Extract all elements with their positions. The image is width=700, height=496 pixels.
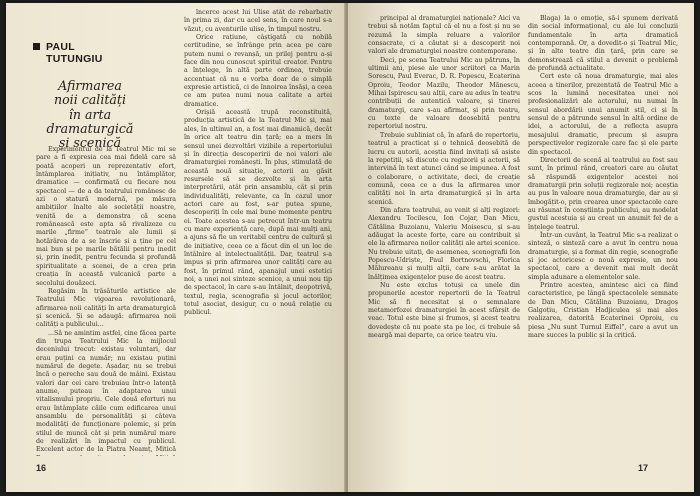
- book-spread: [6, 3, 694, 492]
- paragraph: Deci, pe scena Teatrului Mic au pătruns, în ultimii ani, piese ale unor scriitori ca Marin Sorescu, Paul Everac, D. R. Popescu, Ecaterina Oproiu, Teodor Mazilu, Theodor Mănescu, Mihai Ispirescu sau alții, care au adus în teatru contribuții de autentică valoare, și tinerei dramaturgi, care s-au afirmat, și prin teatru, cu texte de valoare deosebită pentru repertoriul nostru.: [368, 56, 520, 131]
- paragraph: ...Să ne amintim astfel, cine făcea parte din trupa Teatrului Mic la mijlocul deceniului trecut: existau voluntari, dar erau puțini ca număr; nu existau puțini numărul de degete. Așadar, nu se trebui încă o pereche sau două de mâini. Existau valori dar cei care trebuiau într-o latență anume, puteau în adaptarea unui vitalismului propriu. Cele două eforturi nu erau întâmplate căile cum edificarea unui ansamblu de personalități și câteva modalități de funcționare polemic, și prin stilul de muncă cât și prin numărul mare de realizări în impactul cu publicul. Excelent actor de la Piatra Neamț, Mitică: [36, 329, 176, 454]
- page-number-left: 16: [36, 463, 47, 473]
- paragraph: Cert este că noua dramaturgie, mai ales aceea a tinerilor, prezentată de Teatrul Mic a scos la lumină necesitatea unei noi profesionalizări ale actorului, nu numai în sensul abordării unui anumit stil, ci și în sensul de a pătrunde sensul în altă ordine de idei, a actorului, de a reflecta asupra mesajului dramatic, precum și asupra perspectivelor regizorale care fac și ele parte din spectacol.: [528, 73, 678, 156]
- page-number-right: 17: [638, 463, 649, 473]
- right-column-1: [368, 15, 520, 463]
- paragraph: Nu este exclus totuși ca unele din propunerile acestor repertorii de la Teatrul Mic să fi necesitat și o semnalare metamorfozei dramaturgiei în acest sfârșit de veac. Totul este bine și frumos, și acest teatru dovedește că nu poate sta pe loc, ci trebuie să meargă mai departe, ca orice teatru viu.: [368, 282, 520, 340]
- left-page: [6, 3, 346, 492]
- right-page: [348, 3, 694, 492]
- left-column-2: [184, 9, 332, 473]
- title-line: Afirmarea: [58, 78, 122, 93]
- left-column-1: [36, 146, 176, 456]
- paragraph: Din afara teatrului, au venit și alți regizori: Alexandru Tocilescu, Ion Cojar, Dan Micu, Cătălina Buzoianu, Valeriu Moisescu, și s-au adăugat la aceste forțe, care au contribuit și ele la afirmarea noilor calități ale artei scenice. Nu trebuie uitați, de asemenea, scenografii Ion Popescu-Udriște, Paul Bortnovschi, Florica Mălureanu și mulți alții, care s-au arătat la înălțimea exigențelor puse de acest teatru.: [368, 206, 520, 281]
- paragraph: Orice rațiune, câștigată cu nobilă certitudine, se înfrânge prin acea pe care putem numi o revanșă, un prilej pentru a-și face din nou cunoscut spiritul creator. Pentru a înțelege, în altă parte ordinea, trebuie accentuat că nu e vorba doar de o simplă expresie artistică, ci de înnoirea însăși, a ceea ce am putea numi noua calitate a artei dramatice.: [184, 34, 332, 108]
- paragraph: Într-un cuvânt, la Teatrul Mic s-a realizat o sinteză, o sinteză care a avut în centru noua dramaturgie, și a format din regie, scenografie și joc actoricesc o nouă expresie, un nou spectacol, care a devenit mai mult decât simpla adunare a elementelor sale.: [528, 231, 678, 281]
- paragraph: Trebuie subliniat că, în afară de repertoriu, teatrul a practicat și o tehnică deosebită de lucru cu autorii, aceștia fiind invitați să asiste la repetiții, să discute cu regizorii și actorii, să intervină în text atunci când se impunea. A fost o colaborare, o activitate, deci, de creație comună, ceea ce a dus la afirmarea unor calități noi în arta dramaturgică și în arta scenică.: [368, 131, 520, 206]
- paragraph: încerce acest lui Ulise atât de rebarbativ în prima zi, dar cu acel sens, în care noul s-a văzut, cu aventurile ulise, în timpul nostru.: [184, 9, 332, 33]
- paragraph: Printre acestea, amintesc aici ca fiind caracteristice, pe lângă spectacolele semnate de Dan Micu, Cătălina Buzoianu, Dragoș Galgoțiu, Cristian Hadjiculea și mai ales realizarea, datorită Ecaterinei Oproiu, cu piesa „Nu sunt Turnul Eiffel”, care a avut un mare succes la public și la critică.: [528, 282, 678, 340]
- paragraph: principal al dramaturgiei naționale? Aici va trebui să notăm faptul că el nu a fost și nu se rezumă la simpla reluare a valorilor consacrate, ci a căutat și a descoperit noi valori ale dramaturgiei noastre contemporane.: [368, 15, 520, 56]
- paragraph: Regăsim în trăsăturile artistice ale Teatrului Mic vigoarea revoluționară, afirmarea noii calități în arta dramaturgică și scenică. Și se adaugă: afirmarea noii calități a publicului...: [36, 287, 176, 329]
- title-line: noii calități în arta: [53, 92, 127, 122]
- article-title: [46, 79, 134, 150]
- title-line: și scenică: [58, 135, 122, 151]
- author-last-name: TUTUNGIU: [46, 53, 103, 65]
- author-name: [33, 41, 103, 65]
- bullet-square-icon: [33, 43, 40, 50]
- paragraph: Blaga) la o emoție, să-i spunem derivată din social informațional, cu ale lui concluzii fundamentale în arta dramatică contemporană. Or, a dovedit-o și Teatrul Mic, și în alte teatre din țară, prin care se demonstrează că stilul a devenit o problemă de profundă actualitate.: [528, 15, 678, 73]
- author-first-name: PAUL: [46, 41, 76, 53]
- title-line: dramaturgică: [46, 120, 134, 136]
- right-column-2: [528, 15, 678, 453]
- paragraph: Experimentul de la Teatrul Mic mi se pare a fi expresia cea mai fidelă care să poată acoperi un reprezentativ efort, întâmplarea inițiativ, nu întâmplător, dramatice — confirmată cu fiecare nou spectacol — de a da teatrului românesc de azi o statură modernă, pe măsura ambițiilor înalte ale societății noastre, venită de a demonstra că scena românească este apta să rivalizeze cu marile „firme” teatrale ale lumii și hotărârea de a se înscrie și a ține pe cel mai bun și pe marile bătălii pentru inedit și, prin inedit, pentru fecunda și profundă spiritualitate a scenei, de a crea prin creația în această vulcanică parte a secolului douăzeci.: [36, 146, 176, 287]
- paragraph: Directorii de scenă ai teatrului au fost sau sunt, în primul rând, creatori care au căutat să răspundă exigențelor acestei noi dramaturgii prin soluții regizorale noi; aceștia au pus în valoare noua dramaturgie, dar au și îmbogățit-o, prin crearea unor spectacole care au răsunat în conștiința publicului, au modelat gustul acestuia și au creat un anumit fel de a înțelege teatrul.: [528, 156, 678, 231]
- paragraph: Orișiă această trupă reconstituită, producția artistică de la Teatrul Mic și, mai ales, în ultimul an, a fost mai dinamică, decât în orice alt teatru din țară; ea a mers în sensul unei dezvoltări vizibile a repertoriului și în direcția descoperirii de noi valori ale dramaturgiei românești. În plus, stimulată de această nouă situație, actorii au găsit resursele să se dezvolte și în arta interpretării, atât prin ansamblu, cât și prin individualități, relevante, ca în cazul unor actori care au fost, s-ar putea spune, descoperiți în cele mai bune momente pentru ei. Toate acestea s-au petrecut într-un teatru cu mare experiență care, după mai mulți ani, a ajuns să fie un veritabil centru de cultură și de inițiative, ceea ce a făcut din el un loc de întâlnire al intelectualității. Dar, teatrul s-a impus și prin afirmarea unor calități care au fost, în primul rând, apanajul unei estetici noi, a unei noi sinteze scenice, a unui nou tip de spectacol, în care s-au întâlnit, deopotrivă, textul, regia, scenografia și jocul actorilor, totul asociat, desigur, cu o nouă relație cu publicul.: [184, 109, 332, 317]
